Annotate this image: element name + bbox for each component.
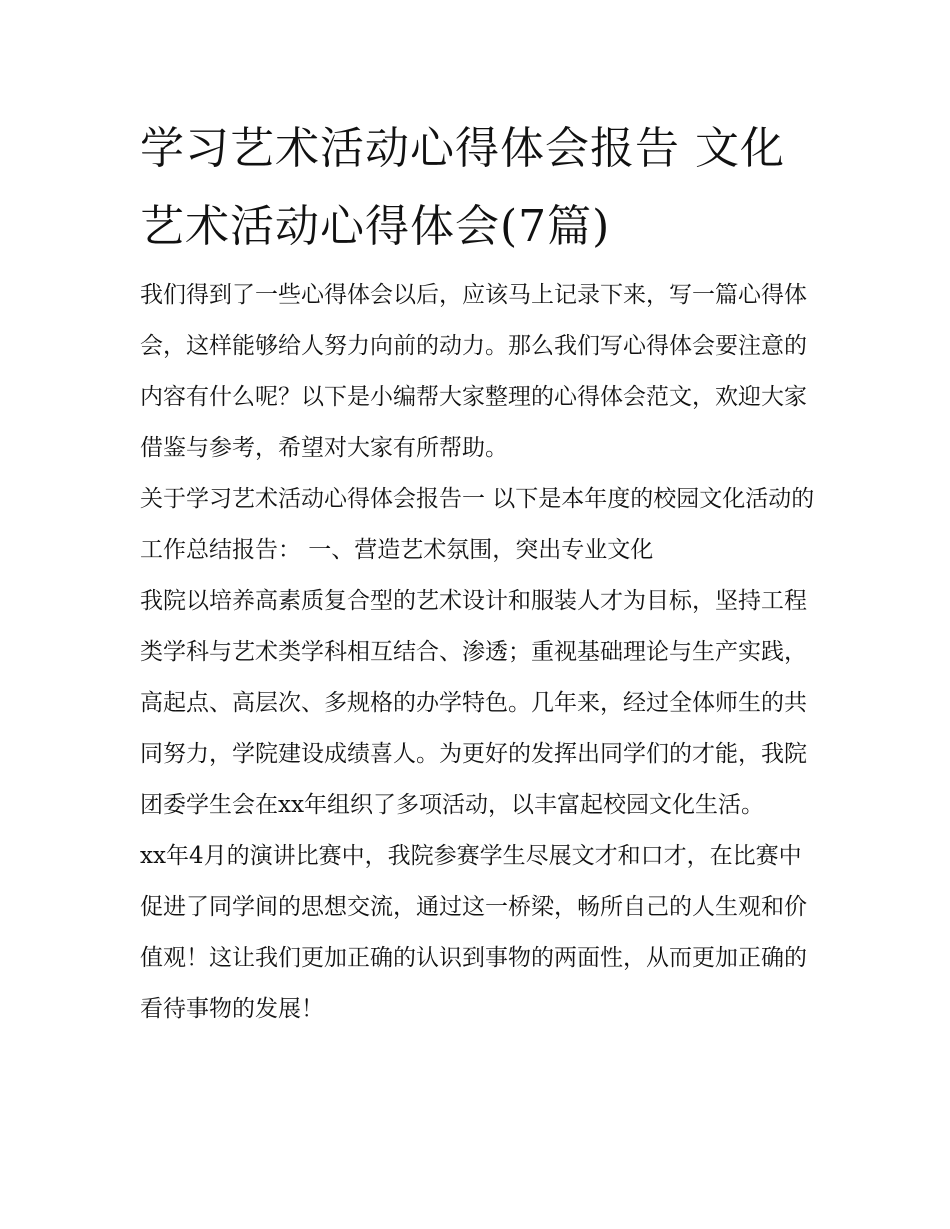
paragraph-college-goal: 我院以培养高素质复合型的艺术设计和服装人才为目标，坚持工程类学科与艺术类学科相互结合、渗透；重视基础理论与生产实践，高起点、高层次、多规格的办学特色。几年来，经过全体师生的共同努力，学院建设成绩喜人。为更好的发挥出同学们的才能，我院团委学生会在xx年组织了多项活动，以丰富起校园文化生活。	[140, 588, 807, 818]
document-title: 学习艺术活动心得体会报告 文化艺术活动心得体会(7篇)	[140, 123, 785, 252]
paragraph-speech-contest: xx年4月的演讲比赛中，我院参赛学生尽展文才和口才，在比赛中促进了同学间的思想交流，通过这一桥梁，畅所自己的人生观和价值观！这让我们更加正确的认识到事物的两面性，从而更加正确的看待事物的发展！	[140, 843, 807, 1022]
paragraph-report-one: 关于学习艺术活动心得体会报告一 以下是本年度的校园文化活动的工作总结报告： 一、营造艺术氛围，突出专业文化	[140, 486, 815, 563]
paragraph-intro: 我们得到了一些心得体会以后，应该马上记录下来，写一篇心得体会，这样能够给人努力向前的动力。那么我们写心得体会要注意的内容有什么呢？以下是小编帮大家整理的心得体会范文，欢迎大家借鉴与参考，希望对大家有所帮助。	[140, 282, 807, 461]
document-page	[140, 110, 820, 1035]
